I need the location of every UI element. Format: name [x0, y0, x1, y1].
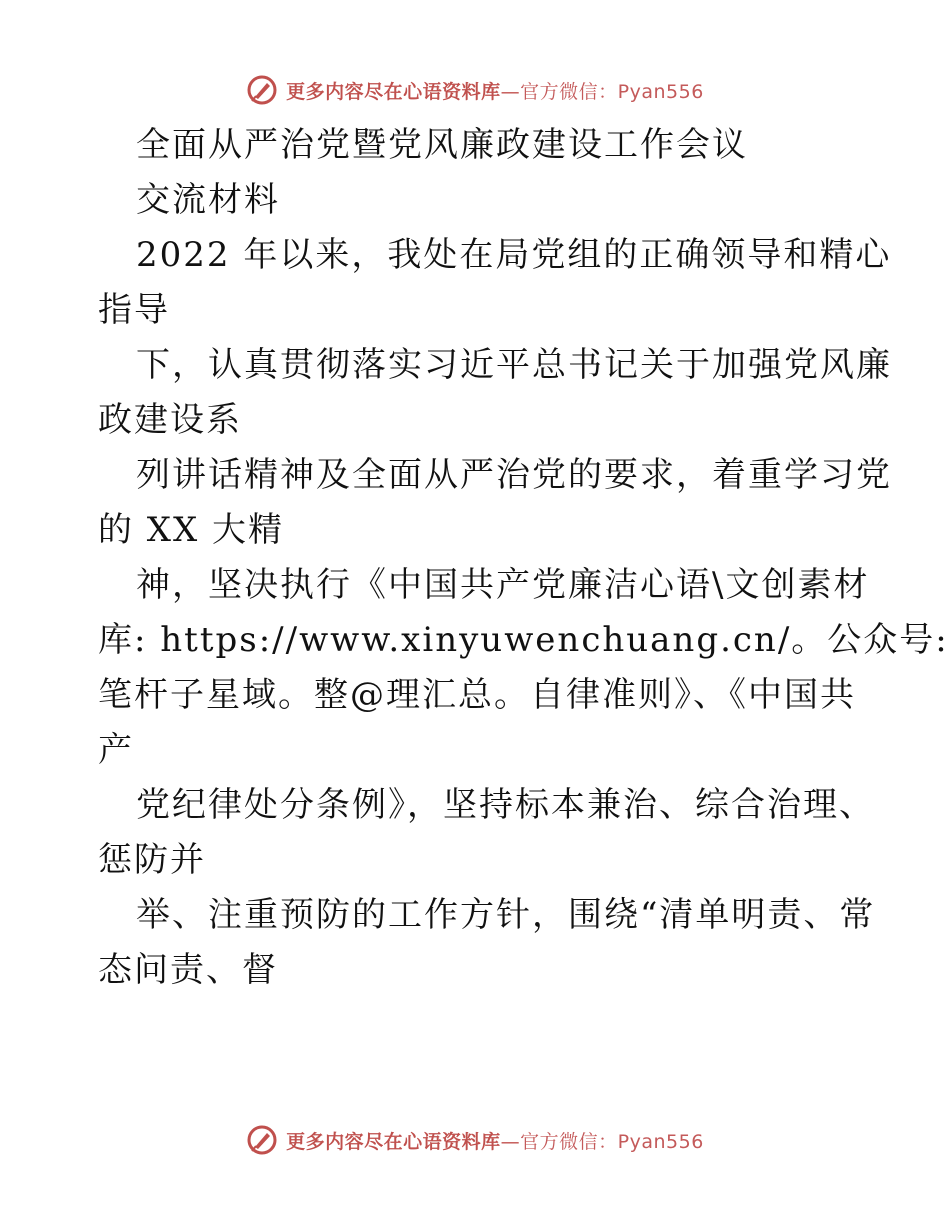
document-body: [98, 118, 949, 998]
footer-banner: [0, 1120, 950, 1160]
paragraph-line: 政建设系: [98, 400, 242, 440]
header-brand: 更多内容尽在心语资料库: [286, 80, 501, 103]
footer-separator: —: [500, 1130, 521, 1153]
paragraph-line: 举、注重预防的工作方针，围绕“清单明责、常: [136, 895, 876, 935]
quill-logo-icon: [246, 1124, 278, 1156]
paragraph-line: 笔杆子星域。整@理汇总。自律准则》、《中国共: [98, 675, 856, 715]
paragraph-line: 2022 年以来，我处在局党组的正确领导和精心: [136, 235, 892, 275]
paragraph-line: 的 XX 大精: [98, 510, 285, 550]
paragraph-line: 产: [98, 730, 134, 770]
header-separator: —: [500, 80, 521, 103]
paragraph-line: 态问责、督: [98, 950, 278, 990]
footer-banner-text: [286, 1127, 704, 1154]
paragraph-line: 下，认真贯彻落实习近平总书记关于加强党风廉: [136, 345, 892, 385]
header-banner: [0, 70, 950, 110]
footer-wechat: 官方微信：Pyan556: [520, 1130, 704, 1153]
paragraph-line: 指导: [98, 290, 170, 330]
doc-title-line-1: 全面从严治党暨党风廉政建设工作会议: [136, 125, 748, 165]
paragraph-line: 库: https://www.xinyuwenchuang.cn/。公众号:: [98, 620, 949, 660]
header-wechat: 官方微信：Pyan556: [520, 80, 704, 103]
quill-logo-icon: [246, 74, 278, 106]
footer-brand: 更多内容尽在心语资料库: [286, 1130, 501, 1153]
paragraph-line: 列讲话精神及全面从严治党的要求，着重学习党: [136, 455, 892, 495]
paragraph-line: 神，坚决执行《中国共产党廉洁心语\文创素材: [136, 565, 870, 605]
header-banner-text: [286, 77, 704, 104]
paragraph-line: 惩防并: [98, 840, 206, 880]
doc-title-line-2: 交流材料: [136, 180, 280, 220]
paragraph-line: 党纪律处分条例》，坚持标本兼治、综合治理、: [136, 785, 875, 825]
